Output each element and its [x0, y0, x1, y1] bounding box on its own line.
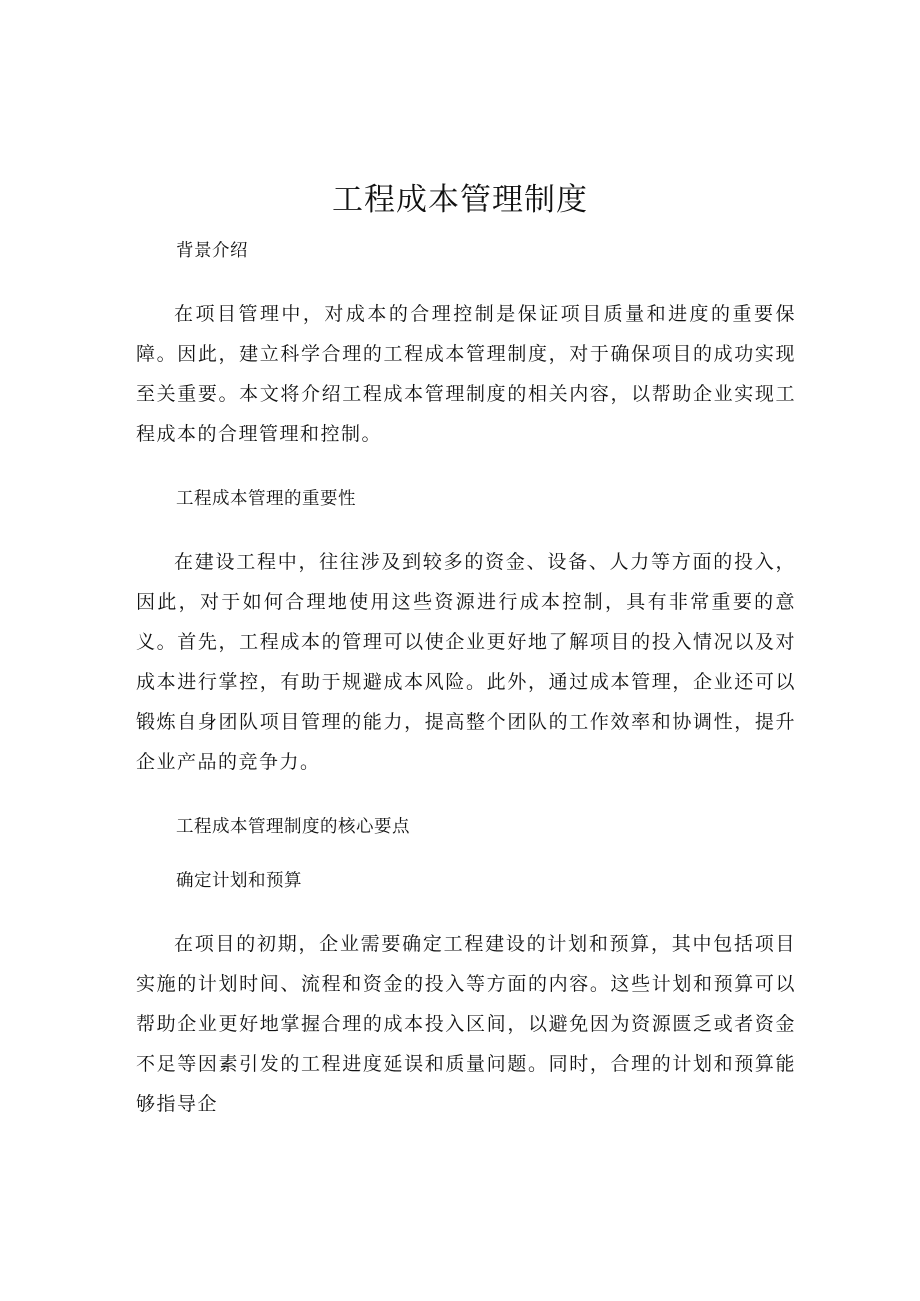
section-heading-importance: 工程成本管理的重要性: [176, 489, 356, 509]
section-heading-background: 背景介绍: [176, 241, 248, 261]
paragraph-importance: 在建设工程中，往往涉及到较多的资金、设备、人力等方面的投入，因此，对于如何合理地使用这些资源进行成本控制，具有非常重要的意义。首先，工程成本的管理可以使企业更好地了解项目的投入情况以及对成本进行掌控，有助于规避成本风险。此外，通过成本管理，企业还可以锻炼自身团队项目管理的能力，提高整个团队的工作效率和协调性，提升企业产品的竞争力。: [136, 551, 796, 773]
subsection-heading-plan-budget: 确定计划和预算: [176, 871, 302, 891]
section-heading-core-points: 工程成本管理制度的核心要点: [176, 817, 410, 837]
paragraph-background: 在项目管理中，对成本的合理控制是保证项目质量和进度的重要保障。因此，建立科学合理的工程成本管理制度，对于确保项目的成功实现至关重要。本文将介绍工程成本管理制度的相关内容，以帮助企业实现工程成本的合理管理和控制。: [136, 303, 796, 445]
document-body: [136, 232, 796, 1124]
paragraph-plan-budget: 在项目的初期，企业需要确定工程建设的计划和预算，其中包括项目实施的计划时间、流程和资金的投入等方面的内容。这些计划和预算可以帮助企业更好地掌握合理的成本投入区间，以避免因为资源匮乏或者资金不足等因素引发的工程进度延误和质量问题。同时，合理的计划和预算能够指导企: [136, 933, 796, 1115]
document-title: 工程成本管理制度: [332, 182, 588, 218]
